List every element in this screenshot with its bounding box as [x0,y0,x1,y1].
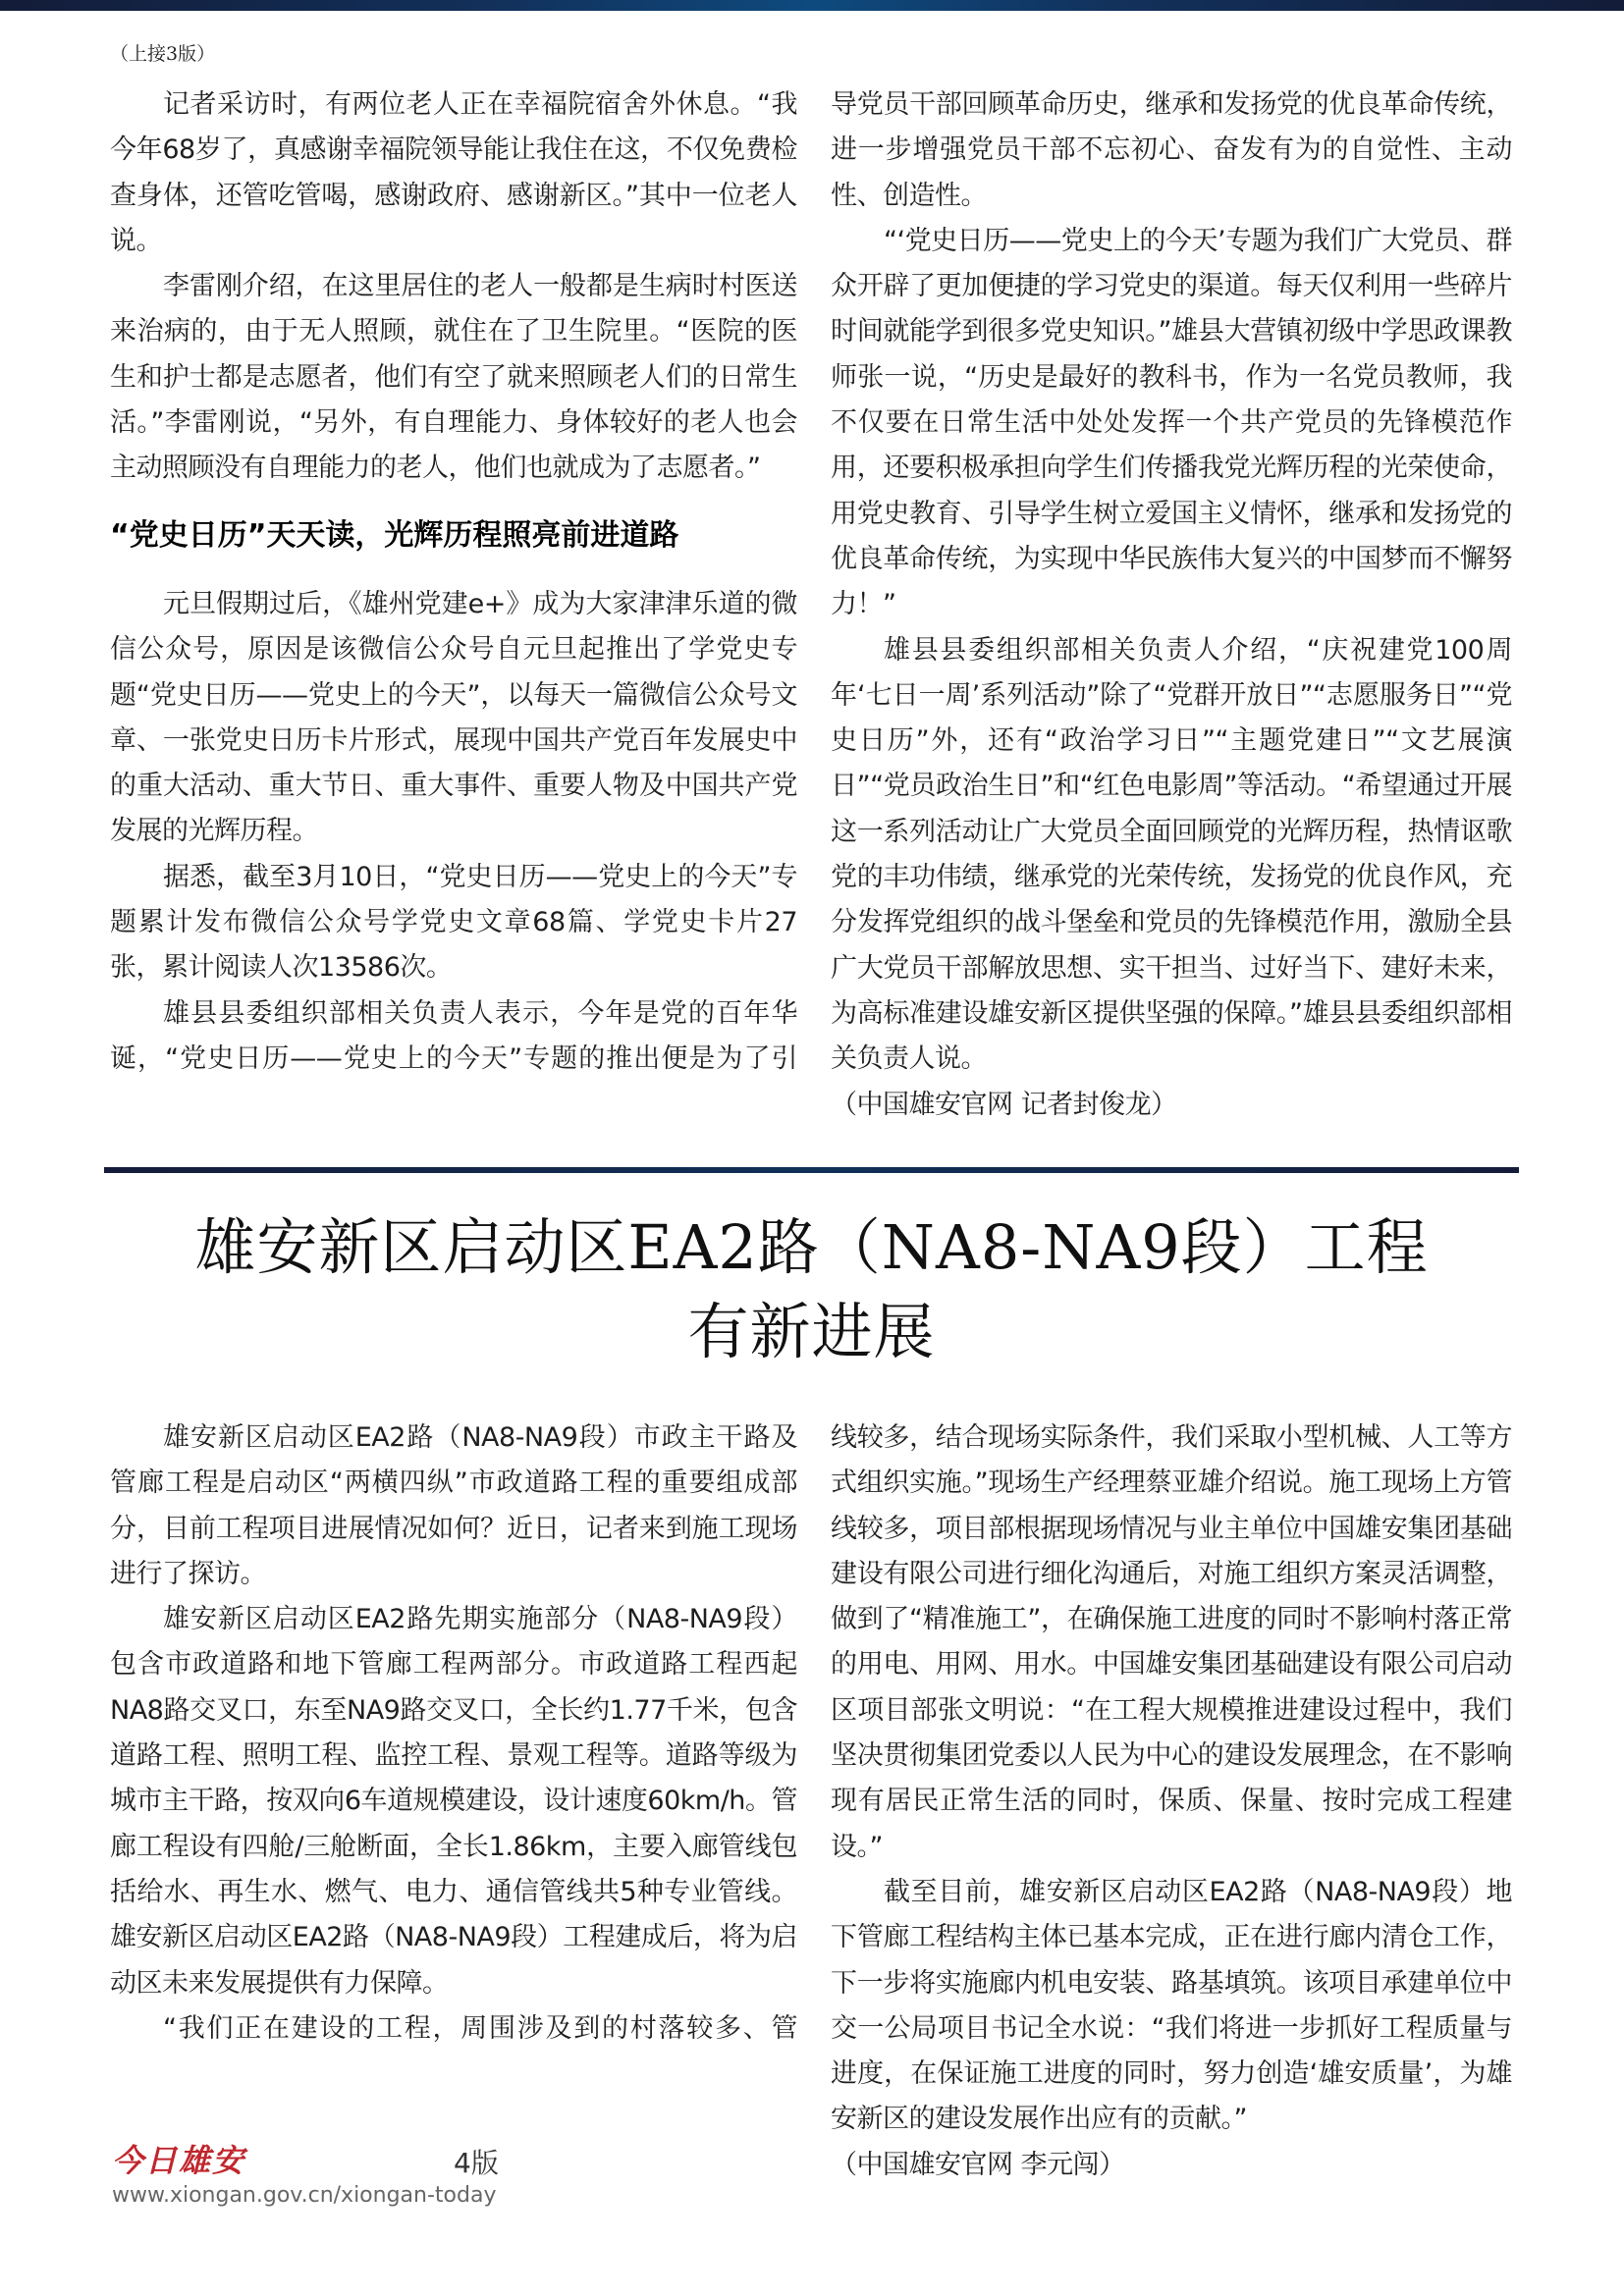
paragraph: 雄县县委组织部相关负责人表示，今年是党的百年华诞，“党史日历——党史上的今天”专题的推出便是为了引 [110,997,797,1074]
paragraph: 截至目前，雄安新区启动区EA2路（NA8-NA9段）地下管廊工程结构主体已基本完成，正在进行廊内清仓工作，下一步将实施廊内机电安装、路基填筑。该项目承建单位中交一公局项目书记全水说：“我们将进一步抓好工程质量与进度，在保证施工进度的同时，努力创造‘雄安质量’，为雄安新区的建设发展作出应有的贡献。” [831,1876,1512,2135]
top-banner-bar [0,0,1624,11]
page-number: 4版 [454,2147,499,2179]
title-line-2: 有新进展 [687,1296,936,1367]
section-divider [104,1167,1519,1173]
article2-title [104,1205,1519,1374]
article1-left-column [110,82,797,1082]
paragraph: 雄安新区启动区EA2路先期实施部分（NA8-NA9段）包含市政道路和地下管廊工程两部分。市政道路工程西起NA8路交叉口，东至NA9路交叉口，全长约1.77千米，包含道路工程、照明工程、监控工程、景观工程等。道路等级为城市主干路，按双向6车道规模建设，设计速度60km/h。管廊工程设有四舱/三舱断面，全长1.86km，主要入廊管线包括给水、再生水、燃气、电力、通信管线共5种专业管线。雄安新区启动区EA2路（NA8-NA9段）工程建成后，将为启动区未来发展提供有力保障。 [110,1604,797,1999]
paragraph: 元旦假期过后，《雄州党建e+》成为大家津津乐道的微信公众号，原因是该微信公众号自元旦起推出了学党史专题“党史日历——党史上的今天”，以每天一篇微信公众号文章、一张党史日历卡片形式，展现中国共产党百年发展史中的重大活动、重大节日、重大事件、重要人物及中国共产党发展的光辉历程。 [110,588,797,847]
paragraph: 记者采访时，有两位老人正在幸福院宿舍外休息。“我今年68岁了，真感谢幸福院领导能让我住在这，不仅免费检查身体，还管吃管喝，感谢政府、感谢新区。”其中一位老人说。 [110,89,797,256]
article2-byline: （中国雄安官网 李元闯） [831,2149,1125,2180]
article2-right-column [831,1415,1512,2188]
paragraph: 雄县县委组织部相关负责人介绍，“庆祝建党100周年‘七日一周’系列活动”除了“党群开放日”“志愿服务日”“党史日历”外，还有“政治学习日”“主题党建日”“文艺展演日”“党员政治生日”和“红色电影周”等活动。“希望通过开展这一系列活动让广大党员全面回顾党的光辉历程，热情讴歌党的丰功伟绩，继承党的光荣传统，发扬党的优良作风，充分发挥党组织的战斗堡垒和党员的先锋模范作用，激励全县广大党员干部解放思想、实干担当、过好当下、建好未来，为高标准建设雄安新区提供坚强的保障。”雄县县委组织部相关负责人说。 [831,634,1512,1075]
article1-byline: （中国雄安官网 记者封俊龙） [831,1089,1177,1120]
paragraph: 据悉，截至3月10日，“党史日历——党史上的今天”专题累计发布微信公众号学党史文章68篇、学党史卡片27张，累计阅读人次13586次。 [110,861,797,984]
publication-url[interactable]: www.xiongan.gov.cn/xiongan-today [112,2183,497,2208]
section-subheading: “党史日历”天天读，光辉历程照亮前进道路 [110,517,679,553]
article2-left-column [110,1415,797,2052]
title-line-1: 雄安新区启动区EA2路（NA8-NA9段）工程 [194,1211,1429,1283]
article1-right-column [831,82,1512,1128]
continued-from-label: （上接3版） [110,43,216,65]
paragraph-continuation: 导党员干部回顾革命历史，继承和发扬党的优良革命传统，进一步增强党员干部不忘初心、奋发有为的自觉性、主动性、创造性。 [831,89,1512,211]
paragraph: 雄安新区启动区EA2路（NA8-NA9段）市政主干路及管廊工程是启动区“两横四纵”市政道路工程的重要组成部分，目前工程项目进展情况如何？近日，记者来到施工现场进行了探访。 [110,1422,797,1589]
paragraph-continuation: 线较多，结合现场实际条件，我们采取小型机械、人工等方式组织实施。”现场生产经理蔡亚雄介绍说。施工现场上方管线较多，项目部根据现场情况与业主单位中国雄安集团基础建设有限公司进行细化沟通后，对施工组织方案灵活调整，做到了“精准施工”，在确保施工进度的同时不影响村落正常的用电、用网、用水。中国雄安集团基础建设有限公司启动区项目部张文明说：“在工程大规模推进建设过程中，我们坚决贯彻集团党委以人民为中心的建设发展理念，在不影响现有居民正常生活的同时，保质、保量、按时完成工程建设。” [831,1422,1512,1862]
publication-logo: 今日雄安 [112,2142,246,2179]
paragraph: “‘党史日历——党史上的今天’专题为我们广大党员、群众开辟了更加便捷的学习党史的渠道。每天仅利用一些碎片时间就能学到很多党史知识。”雄县大营镇初级中学思政课教师张一说，“历史是最好的教科书，作为一名党员教师，我不仅要在日常生活中处处发挥一个共产党员的先锋模范作用，还要积极承担向学生们传播我党光辉历程的光荣使命，用党史教育、引导学生树立爱国主义情怀，继承和发扬党的优良革命传统，为实现中华民族伟大复兴的中国梦而不懈努力！” [831,225,1512,620]
paragraph: 李雷刚介绍，在这里居住的老人一般都是生病时村医送来治病的，由于无人照顾，就住在了卫生院里。“医院的医生和护士都是志愿者，他们有空了就来照顾老人们的日常生活。”李雷刚说，“另外，有自理能力、身体较好的老人也会主动照顾没有自理能力的老人，他们也就成为了志愿者。” [110,271,797,484]
paragraph: “我们正在建设的工程，周围涉及到的村落较多、管 [163,2012,797,2044]
